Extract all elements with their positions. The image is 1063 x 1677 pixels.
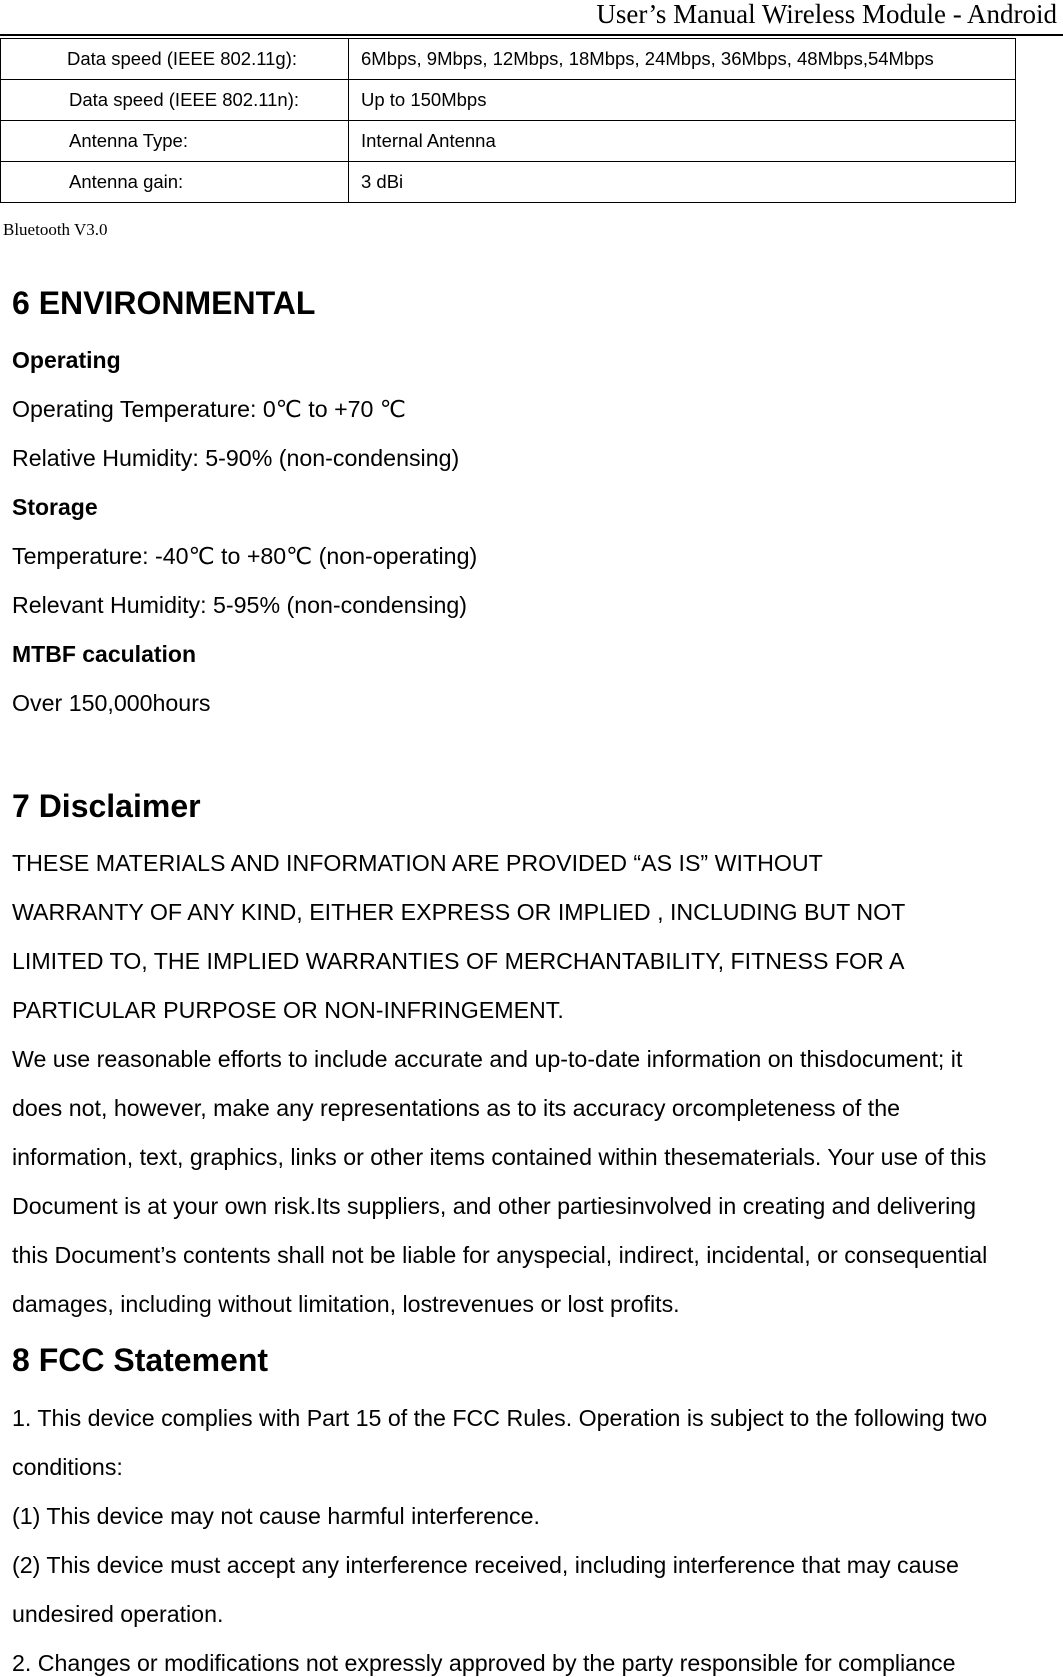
operating-humidity: Relative Humidity: 5-90% (non-condensing) [12, 445, 460, 471]
spec-table [0, 38, 1016, 203]
page-header [0, 0, 1063, 36]
storage-heading: Storage [12, 494, 98, 520]
spec-label: Antenna Type: [1, 121, 349, 162]
table-row [1, 80, 1016, 121]
section6-heading: 6 ENVIRONMENTAL [12, 285, 316, 321]
operating-heading: Operating [12, 347, 121, 373]
fcc-line: 2. Changes or modifications not expressly approved by the party responsible for compliance [12, 1650, 956, 1676]
disclaimer-line: THESE MATERIALS AND INFORMATION ARE PROVIDED “AS IS” WITHOUT [12, 850, 823, 876]
mtbf-heading: MTBF caculation [12, 641, 197, 667]
disclaimer-line: WARRANTY OF ANY KIND, EITHER EXPRESS OR IMPLIED , INCLUDING BUT NOT [12, 899, 906, 925]
fcc-line: (1) This device may not cause harmful interference. [12, 1503, 540, 1529]
mtbf-value: Over 150,000hours [12, 690, 211, 716]
operating-temperature: Operating Temperature: 0℃ to +70 ℃ [12, 396, 406, 422]
spec-label: Antenna gain: [1, 162, 349, 203]
table-row [1, 121, 1016, 162]
storage-temperature: Temperature: -40℃ to +80℃ (non-operating) [12, 543, 478, 569]
table-row [1, 162, 1016, 203]
fcc-line: undesired operation. [12, 1601, 224, 1627]
disclaimer-line: We use reasonable efforts to include accurate and up-to-date information on thisdocument; it [12, 1046, 963, 1072]
spec-label: Data speed (IEEE 802.11g): [1, 39, 349, 80]
header-title: User’s Manual Wireless Module - Android [596, 0, 1057, 29]
table-row [1, 39, 1016, 80]
spec-label: Data speed (IEEE 802.11n): [1, 80, 349, 121]
spec-value: 3 dBi [349, 162, 1016, 203]
disclaimer-line: LIMITED TO, THE IMPLIED WARRANTIES OF MERCHANTABILITY, FITNESS FOR A [12, 948, 905, 974]
disclaimer-line: Document is at your own risk.Its suppliers, and other partiesinvolved in creating and delivering [12, 1193, 977, 1219]
disclaimer-line: this Document’s contents shall not be liable for anyspecial, indirect, incidental, or consequential [12, 1242, 988, 1268]
disclaimer-line: PARTICULAR PURPOSE OR NON-INFRINGEMENT. [12, 997, 564, 1023]
section8-heading: 8 FCC Statement [12, 1342, 269, 1378]
spec-value: 6Mbps, 9Mbps, 12Mbps, 18Mbps, 24Mbps, 36Mbps, 48Mbps,54Mbps [349, 39, 1016, 80]
bluetooth-note: Bluetooth V3.0 [3, 220, 108, 239]
disclaimer-line: information, text, graphics, links or other items contained within thesematerials. Your use of this [12, 1144, 987, 1170]
storage-humidity: Relevant Humidity: 5-95% (non-condensing) [12, 592, 467, 618]
spec-value: Up to 150Mbps [349, 80, 1016, 121]
fcc-line: conditions: [12, 1454, 123, 1480]
section7-heading: 7 Disclaimer [12, 788, 201, 824]
spec-value: Internal Antenna [349, 121, 1016, 162]
disclaimer-line: damages, including without limitation, lostrevenues or lost profits. [12, 1291, 680, 1317]
fcc-line: (2) This device must accept any interference received, including interference that may cause [12, 1552, 959, 1578]
fcc-line: 1. This device complies with Part 15 of the FCC Rules. Operation is subject to the following two [12, 1405, 988, 1431]
disclaimer-line: does not, however, make any representations as to its accuracy orcompleteness of the [12, 1095, 901, 1121]
